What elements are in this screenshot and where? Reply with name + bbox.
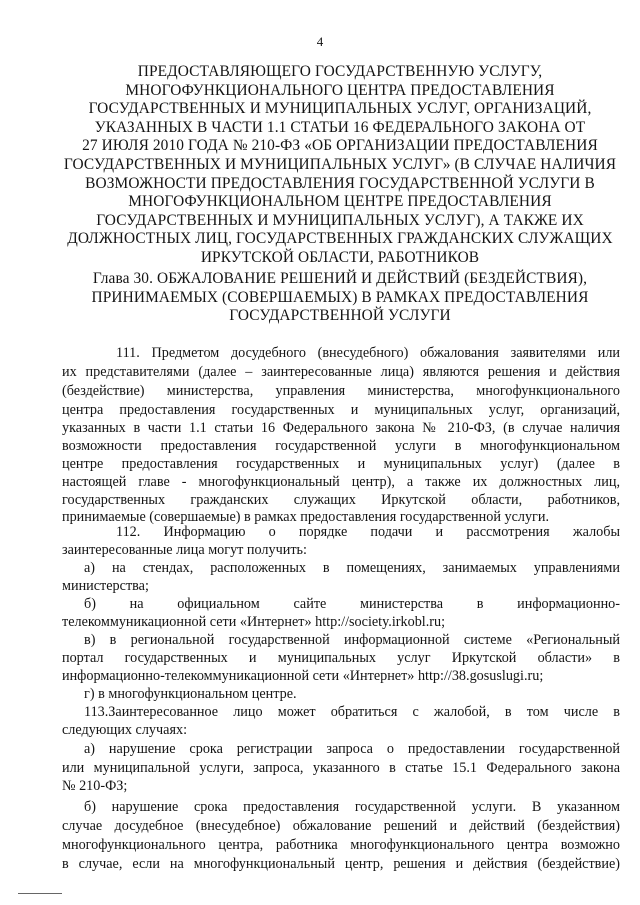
- paragraph-line: настоящей главе - многофункциональный центр), а также их должностных лиц,: [62, 474, 620, 490]
- heading-line: МНОГОФУНКЦИОНАЛЬНОМ ЦЕНТРЕ ПРЕДОСТАВЛЕНИЯ: [128, 193, 552, 211]
- paragraph-line: министерства;: [62, 578, 149, 594]
- paragraph-line: г) в многофункциональном центре.: [84, 686, 297, 702]
- paragraph-line: возможности предоставления государственной услуги в многофункциональном: [62, 438, 620, 454]
- paragraph-line: информационно-телекоммуникационной сети «Интернет» http://38.gosuslugi.ru;: [62, 668, 544, 684]
- heading-line: ГОСУДАРСТВЕННЫХ И МУНИЦИПАЛЬНЫХ УСЛУГ, ОРГАНИЗАЦИЙ,: [88, 100, 592, 118]
- paragraph-line: 111. Предметом досудебного (внесудебного) обжалования заявителями или: [116, 345, 620, 361]
- paragraph-line: принимаемые (совершаемые) в рамках предоставления государственной услуги.: [62, 509, 550, 525]
- heading-line: ГОСУДАРСТВЕННЫХ И МУНИЦИПАЛЬНЫХ УСЛУГ), А ТАКЖЕ ИХ: [96, 211, 584, 229]
- paragraph-line: б) нарушение срока предоставления государственной услуги. В указанном: [84, 799, 620, 815]
- paragraph-line: портал государственных и муниципальных услуг Иркутской области» в: [62, 650, 620, 666]
- heading-line: УКАЗАННЫХ В ЧАСТИ 1.1 СТАТЬИ 16 ФЕДЕРАЛЬНОГО ЗАКОНА ОТ: [94, 118, 586, 136]
- paragraph-line: а) на стендах, расположенных в помещениях, занимаемых управлениями: [84, 560, 620, 576]
- heading-line: ГОСУДАРСТВЕННЫХ И МУНИЦИПАЛЬНЫХ УСЛУГ» (В СЛУЧАЕ НАЛИЧИЯ: [63, 155, 617, 173]
- chapter-heading: [60, 270, 620, 326]
- paragraph-line: указанных в части 1.1 статьи 16 Федерального закона № 210-ФЗ, (в случае наличия: [62, 420, 620, 436]
- paragraph-line: телекоммуникационной сети «Интернет» http://society.irkobl.ru;: [62, 614, 446, 630]
- paragraph-line: центре предоставления государственных и муниципальных услуг) (далее в: [62, 456, 620, 472]
- paragraph-line: б) на официальном сайте министерства в информационно-: [84, 596, 620, 612]
- heading-line: ПРЕДОСТАВЛЯЮЩЕГО ГОСУДАРСТВЕННУЮ УСЛУГУ,: [137, 63, 543, 80]
- paragraph-line: 112. Информацию о порядке подачи и рассмотрения жалобы: [116, 524, 620, 540]
- heading-line: МНОГОФУНКЦИОНАЛЬНОГО ЦЕНТРА ПРЕДОСТАВЛЕНИЯ: [125, 81, 555, 99]
- section-heading: [60, 63, 620, 268]
- paragraph-line: (бездействие) министерства, управления министерства, многофункционального: [62, 383, 620, 399]
- paragraph-line: в случае, если на многофункциональный центр, решения и действия (бездействие): [62, 856, 620, 872]
- paragraph-line: случае досудебное (внесудебное) обжалование решений и действий (бездействия): [62, 818, 620, 834]
- heading-line: ИРКУТСКОЙ ОБЛАСТИ, РАБОТНИКОВ: [200, 248, 480, 266]
- heading-line: 27 ИЮЛЯ 2010 ГОДА № 210-ФЗ «ОБ ОРГАНИЗАЦИИ ПРЕДОСТАВЛЕНИЯ: [82, 137, 598, 155]
- paragraph-line: их представителями (далее – заинтересованные лица) являются решения и действия: [62, 364, 620, 380]
- paragraph-line: центра предоставления государственных и муниципальных услуг, организаций,: [62, 402, 620, 418]
- paragraph-line: многофункционального центра, работника многофункционального центра возможно: [62, 837, 620, 853]
- footnote-separator: [18, 893, 62, 894]
- chapter-heading-line: ПРИНИМАЕМЫХ (СОВЕРШАЕМЫХ) В РАМКАХ ПРЕДОСТАВЛЕНИЯ: [91, 288, 589, 306]
- paragraph-line: № 210-ФЗ;: [62, 778, 128, 794]
- chapter-heading-line: ГОСУДАРСТВЕННОЙ УСЛУГИ: [229, 307, 451, 325]
- paragraph-line: а) нарушение срока регистрации запроса о предоставлении государственной: [84, 741, 620, 757]
- paragraph-line: в) в региональной государственной информационной системе «Региональный: [84, 632, 620, 648]
- page-number: 4: [316, 34, 324, 49]
- paragraph-line: 113.Заинтересованное лицо может обратиться с жалобой, в том числе в: [84, 704, 620, 720]
- paragraph-line: следующих случаях:: [62, 722, 188, 738]
- chapter-heading-line: Глава 30. ОБЖАЛОВАНИЕ РЕШЕНИЙ И ДЕЙСТВИЙ (БЕЗДЕЙСТВИЯ),: [92, 270, 588, 287]
- heading-line: ДОЛЖНОСТНЫХ ЛИЦ, ГОСУДАРСТВЕННЫХ ГРАЖДАНСКИХ СЛУЖАЩИХ: [67, 230, 613, 248]
- heading-line: ВОЗМОЖНОСТИ ПРЕДОСТАВЛЕНИЯ ГОСУДАРСТВЕННОЙ УСЛУГИ В: [85, 174, 595, 192]
- paragraph-line: заинтересованные лица могут получить:: [62, 542, 307, 558]
- paragraph-line: государственных гражданских служащих Иркутской области, работников,: [62, 492, 620, 508]
- paragraph-line: или муниципальной услуги, запроса, указанного в статье 15.1 Федерального закона: [62, 760, 620, 776]
